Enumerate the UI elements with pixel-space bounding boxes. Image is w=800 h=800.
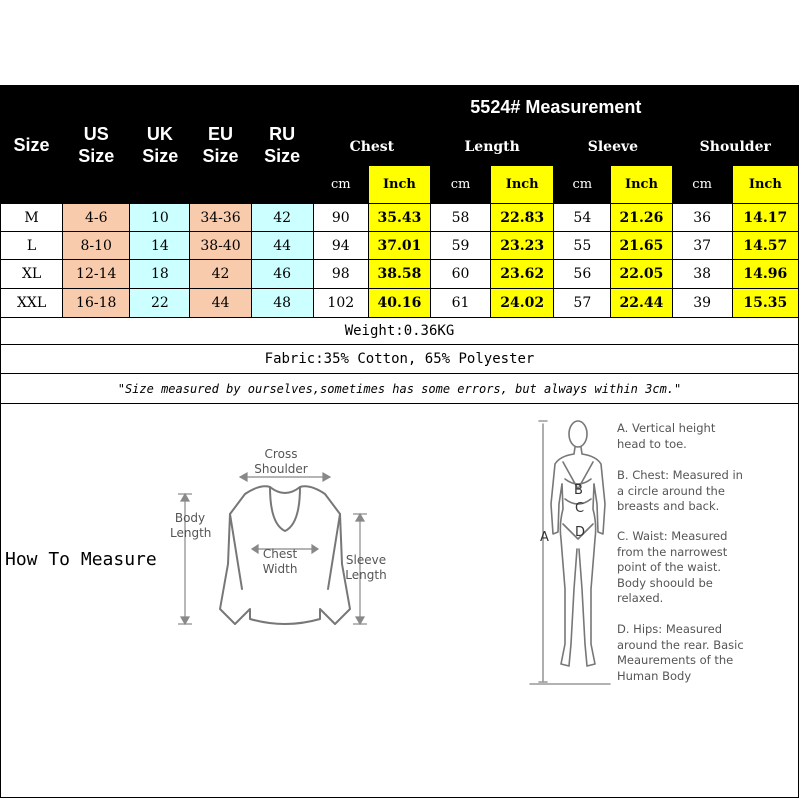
- ru-size-cell: 48: [251, 289, 313, 318]
- size-header: Size: [1, 86, 63, 204]
- us-size-cell: 12-14: [63, 260, 130, 289]
- marker-c: C: [575, 501, 585, 516]
- size-cell: XL: [1, 260, 63, 289]
- shoulder-cm-cell: 38: [672, 260, 732, 289]
- us-size-header: US Size: [63, 86, 130, 204]
- ru-size-cell: 44: [251, 232, 313, 260]
- sleeve-inch-cell: 22.05: [611, 260, 672, 289]
- weight-row: Weight:0.36KG: [1, 318, 799, 345]
- shoulder-inch-cell: 14.17: [732, 204, 798, 232]
- eu-size-cell: 42: [190, 260, 251, 289]
- shoulder-cm-cell: 37: [672, 232, 732, 260]
- table-row: [1, 289, 799, 318]
- shoulder-inch-cell: 14.96: [732, 260, 798, 289]
- table-row: [1, 204, 799, 232]
- table-row: [1, 232, 799, 260]
- fabric-row: Fabric:35% Cotton, 65% Polyester: [1, 345, 799, 374]
- sleeve-inch-cell: 21.26: [611, 204, 672, 232]
- uk-size-cell: 10: [130, 204, 190, 232]
- measurement-title: 5524# Measurement: [313, 86, 798, 129]
- description-d: D. Hips: Measured around the rear. Basic Meaurements of the Human Body: [617, 622, 744, 683]
- disclaimer-note: "Size measured by ourselves,sometimes has some errors, but always within 3cm.": [1, 374, 799, 404]
- ru-size-cell: 46: [251, 260, 313, 289]
- marker-b: B: [574, 483, 583, 498]
- unit-inch: Inch: [491, 166, 554, 204]
- us-size-cell: 4-6: [63, 204, 130, 232]
- unit-inch: Inch: [611, 166, 672, 204]
- description-a: A. Vertical height head to toe.: [617, 421, 716, 451]
- length-inch-cell: 24.02: [491, 289, 554, 318]
- length-header: Length: [430, 129, 553, 166]
- description-b: B. Chest: Measured in a circle around the breasts and back.: [617, 468, 743, 513]
- cross-shoulder-label: Cross Shoulder: [254, 447, 308, 476]
- shoulder-inch-cell: 15.35: [732, 289, 798, 318]
- chest-inch-cell: 35.43: [368, 204, 430, 232]
- uk-size-cell: 14: [130, 232, 190, 260]
- eu-size-cell: 44: [190, 289, 251, 318]
- sleeve-cm-cell: 57: [554, 289, 611, 318]
- eu-size-header: EU Size: [190, 86, 251, 204]
- length-inch-cell: 22.83: [491, 204, 554, 232]
- uk-size-header: UK Size: [130, 86, 190, 204]
- chest-cm-cell: 98: [313, 260, 368, 289]
- table-row: [1, 260, 799, 289]
- chest-inch-cell: 37.01: [368, 232, 430, 260]
- sleeve-inch-cell: 21.65: [611, 232, 672, 260]
- length-cm-cell: 59: [430, 232, 490, 260]
- sleeve-inch-cell: 22.44: [611, 289, 672, 318]
- ru-size-cell: 42: [251, 204, 313, 232]
- sleeve-cm-cell: 54: [554, 204, 611, 232]
- chest-inch-cell: 38.58: [368, 260, 430, 289]
- uk-size-cell: 18: [130, 260, 190, 289]
- chest-cm-cell: 90: [313, 204, 368, 232]
- uk-size-cell: 22: [130, 289, 190, 318]
- shoulder-inch-cell: 14.57: [732, 232, 798, 260]
- body-length-label: Body Length: [170, 511, 212, 540]
- chest-header: Chest: [313, 129, 430, 166]
- marker-a: A: [540, 530, 549, 545]
- description-c: C. Waist: Measured from the narrowest point of the waist. Body shoould be relaxed.: [617, 529, 728, 605]
- chest-cm-cell: 102: [313, 289, 368, 318]
- unit-cm: cm: [430, 166, 490, 204]
- length-cm-cell: 60: [430, 260, 490, 289]
- shoulder-cm-cell: 36: [672, 204, 732, 232]
- us-size-cell: 8-10: [63, 232, 130, 260]
- length-cm-cell: 61: [430, 289, 490, 318]
- us-size-cell: 16-18: [63, 289, 130, 318]
- sleeve-cm-cell: 56: [554, 260, 611, 289]
- size-cell: XXL: [1, 289, 63, 318]
- unit-inch: Inch: [732, 166, 798, 204]
- sleeve-length-label: Sleeve Length: [345, 553, 387, 582]
- chest-cm-cell: 94: [313, 232, 368, 260]
- size-chart-table: [0, 85, 799, 404]
- shoulder-header: Shoulder: [672, 129, 798, 166]
- length-inch-cell: 23.23: [491, 232, 554, 260]
- sleeve-header: Sleeve: [554, 129, 672, 166]
- human-body-diagram: [525, 414, 615, 689]
- unit-cm: cm: [672, 166, 732, 204]
- chest-inch-cell: 40.16: [368, 289, 430, 318]
- size-cell: L: [1, 232, 63, 260]
- shoulder-cm-cell: 39: [672, 289, 732, 318]
- unit-inch: Inch: [368, 166, 430, 204]
- how-to-measure-section: [0, 399, 799, 798]
- chest-width-label: Chest Width: [262, 547, 298, 576]
- ru-size-header: RU Size: [251, 86, 313, 204]
- sleeve-cm-cell: 55: [554, 232, 611, 260]
- marker-d: D: [575, 525, 586, 540]
- size-cell: M: [1, 204, 63, 232]
- eu-size-cell: 38-40: [190, 232, 251, 260]
- unit-cm: cm: [554, 166, 611, 204]
- how-to-measure-title: How To Measure: [5, 549, 157, 570]
- length-cm-cell: 58: [430, 204, 490, 232]
- eu-size-cell: 34-36: [190, 204, 251, 232]
- length-inch-cell: 23.62: [491, 260, 554, 289]
- unit-cm: cm: [313, 166, 368, 204]
